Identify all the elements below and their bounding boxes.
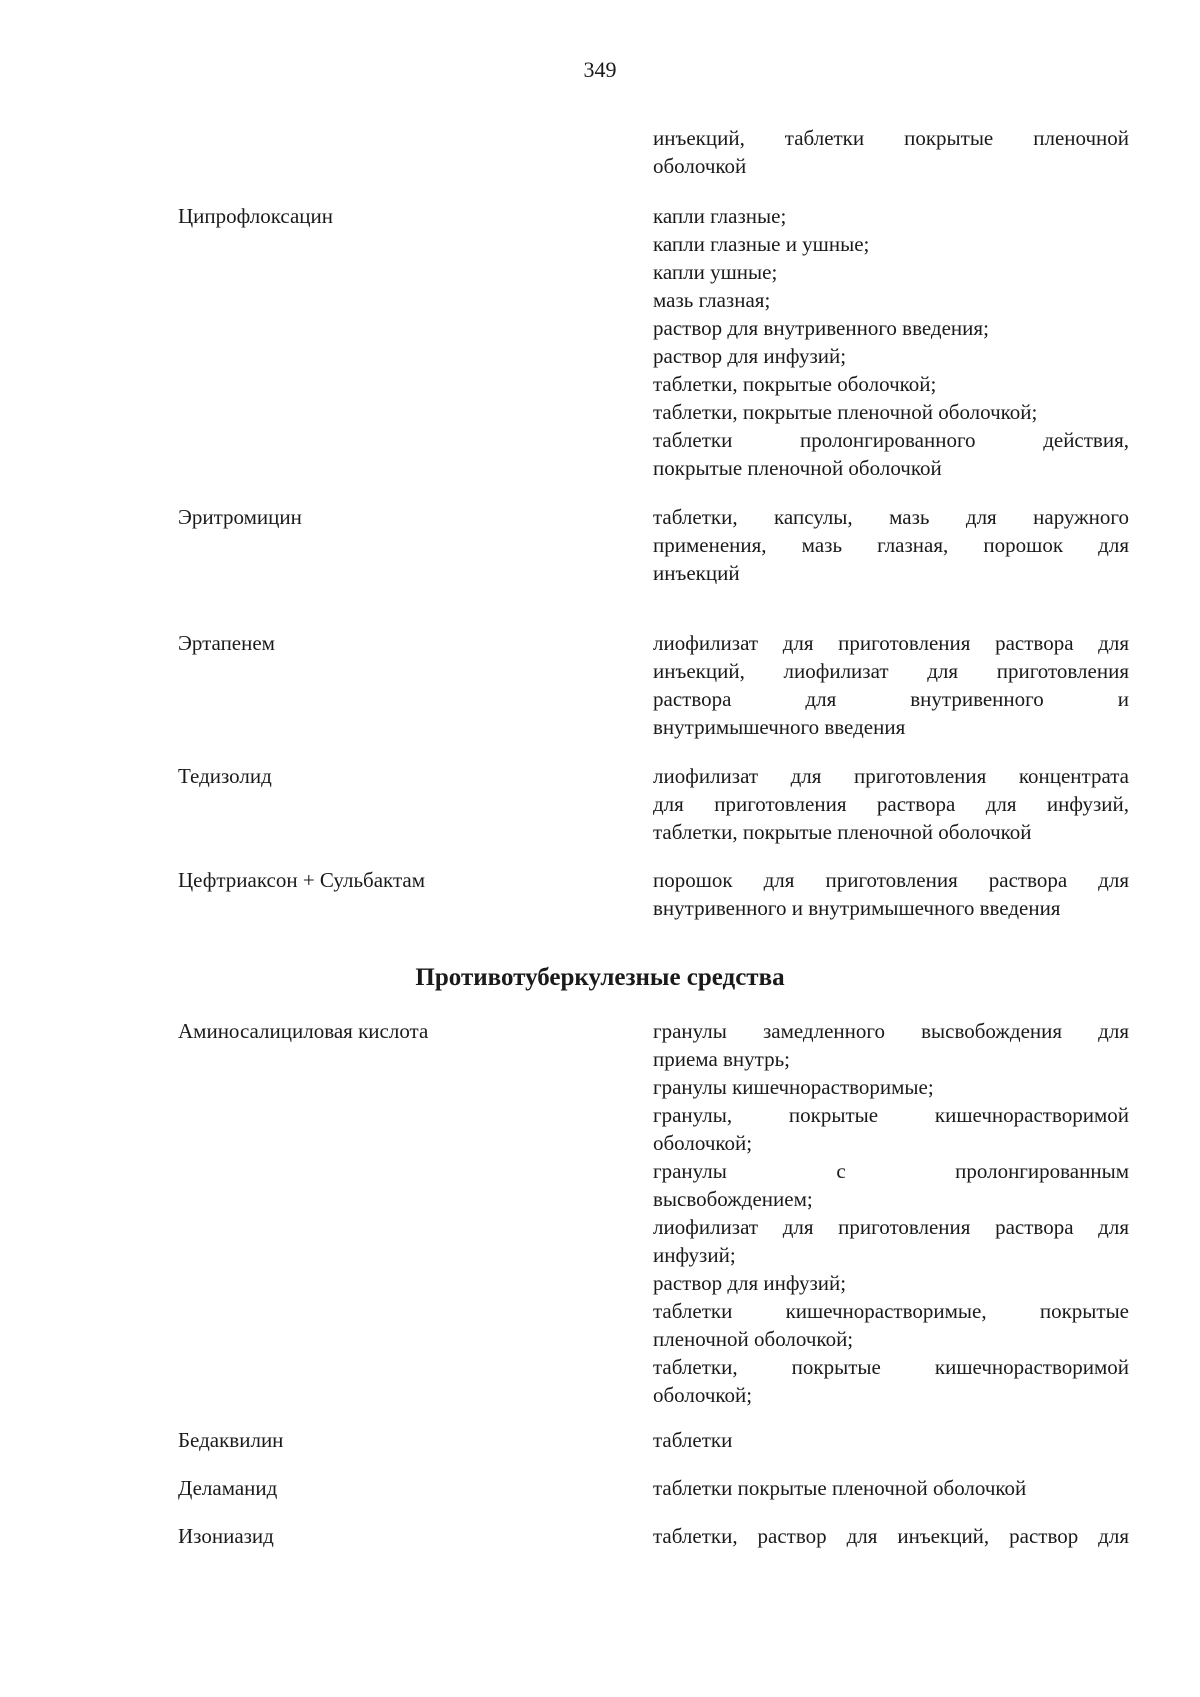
- dosage-forms: [653, 124, 1129, 180]
- dosage-form-line: раствор для внутривенного введения;: [653, 316, 989, 340]
- dosage-forms: [653, 1474, 1129, 1502]
- drug-name: Тедизолид: [178, 764, 272, 788]
- dosage-form-line: лиофилизат для приготовления раствора для: [653, 1215, 1129, 1239]
- dosage-form-line: таблетки, раствор для инъекций, раствор для: [653, 1524, 1129, 1548]
- dosage-form-line: таблетки покрытые пленочной оболочкой: [653, 1476, 1027, 1500]
- dosage-forms: [653, 1017, 1129, 1409]
- dosage-form-line: таблетки, капсулы, мазь для наружного: [653, 505, 1129, 529]
- dosage-form-line: таблетки, покрытые оболочкой;: [653, 372, 937, 396]
- dosage-form-line: лиофилизат для приготовления концентрата: [653, 764, 1129, 788]
- dosage-form-line: инъекций: [653, 561, 740, 585]
- dosage-form-line: капли ушные;: [653, 260, 778, 284]
- dosage-form-line: раствора для внутривенного и: [653, 687, 1129, 711]
- dosage-forms: [653, 1426, 1129, 1454]
- dosage-form-line: оболочкой: [653, 154, 747, 178]
- drug-name: Эртапенем: [178, 631, 275, 655]
- drug-name: Бедаквилин: [178, 1428, 284, 1452]
- dosage-forms: [653, 202, 1129, 482]
- dosage-forms: [653, 762, 1129, 846]
- section-heading: Противотуберкулезные средства: [415, 964, 785, 991]
- dosage-form-line: оболочкой;: [653, 1383, 753, 1407]
- dosage-form-line: для приготовления раствора для инфузий,: [653, 792, 1129, 816]
- dosage-forms: [653, 866, 1129, 922]
- dosage-form-line: таблетки: [653, 1428, 733, 1452]
- dosage-forms: [653, 1522, 1129, 1550]
- dosage-form-line: инъекций, лиофилизат для приготовления: [653, 659, 1129, 683]
- dosage-form-line: покрытые пленочной оболочкой: [653, 456, 942, 480]
- dosage-form-line: пленочной оболочкой;: [653, 1327, 854, 1351]
- dosage-form-line: лиофилизат для приготовления раствора для: [653, 631, 1129, 655]
- drug-name: Цефтриаксон + Сульбактам: [178, 868, 426, 892]
- drug-name: Аминосалициловая кислота: [178, 1019, 429, 1043]
- dosage-form-line: раствор для инфузий;: [653, 344, 847, 368]
- dosage-form-line: приема внутрь;: [653, 1047, 791, 1071]
- dosage-form-line: гранулы с пролонгированным: [653, 1159, 1129, 1183]
- drug-name: Ципрофлоксацин: [178, 204, 333, 228]
- page-number: 349: [583, 57, 617, 82]
- dosage-form-line: раствор для инфузий;: [653, 1271, 847, 1295]
- dosage-form-line: инфузий;: [653, 1243, 736, 1267]
- dosage-form-line: оболочкой;: [653, 1131, 753, 1155]
- dosage-form-line: гранулы, покрытые кишечнорастворимой: [653, 1103, 1129, 1127]
- dosage-form-line: высвобождением;: [653, 1187, 813, 1211]
- drug-name: Эритромицин: [178, 505, 302, 529]
- dosage-form-line: внутривенного и внутримышечного введения: [653, 896, 1061, 920]
- dosage-form-line: таблетки, покрытые пленочной оболочкой: [653, 820, 1032, 844]
- dosage-form-line: таблетки кишечнорастворимые, покрытые: [653, 1299, 1129, 1323]
- dosage-form-line: внутримышечного введения: [653, 715, 906, 739]
- dosage-forms: [653, 629, 1129, 741]
- drug-name: Деламанид: [178, 1476, 278, 1500]
- dosage-form-line: порошок для приготовления раствора для: [653, 868, 1129, 892]
- drug-name: Изониазид: [178, 1524, 274, 1548]
- dosage-form-line: капли глазные;: [653, 204, 787, 228]
- dosage-form-line: таблетки пролонгированного действия,: [653, 428, 1129, 452]
- dosage-form-line: применения, мазь глазная, порошок для: [653, 533, 1129, 557]
- dosage-form-line: таблетки, покрытые пленочной оболочкой;: [653, 400, 1038, 424]
- dosage-form-line: мазь глазная;: [653, 288, 771, 312]
- dosage-form-line: инъекций, таблетки покрытые пленочной: [653, 126, 1129, 150]
- dosage-form-line: капли глазные и ушные;: [653, 232, 870, 256]
- dosage-forms: [653, 503, 1129, 587]
- dosage-form-line: гранулы замедленного высвобождения для: [653, 1019, 1129, 1043]
- dosage-form-line: таблетки, покрытые кишечнорастворимой: [653, 1355, 1129, 1379]
- dosage-form-line: гранулы кишечнорастворимые;: [653, 1075, 934, 1099]
